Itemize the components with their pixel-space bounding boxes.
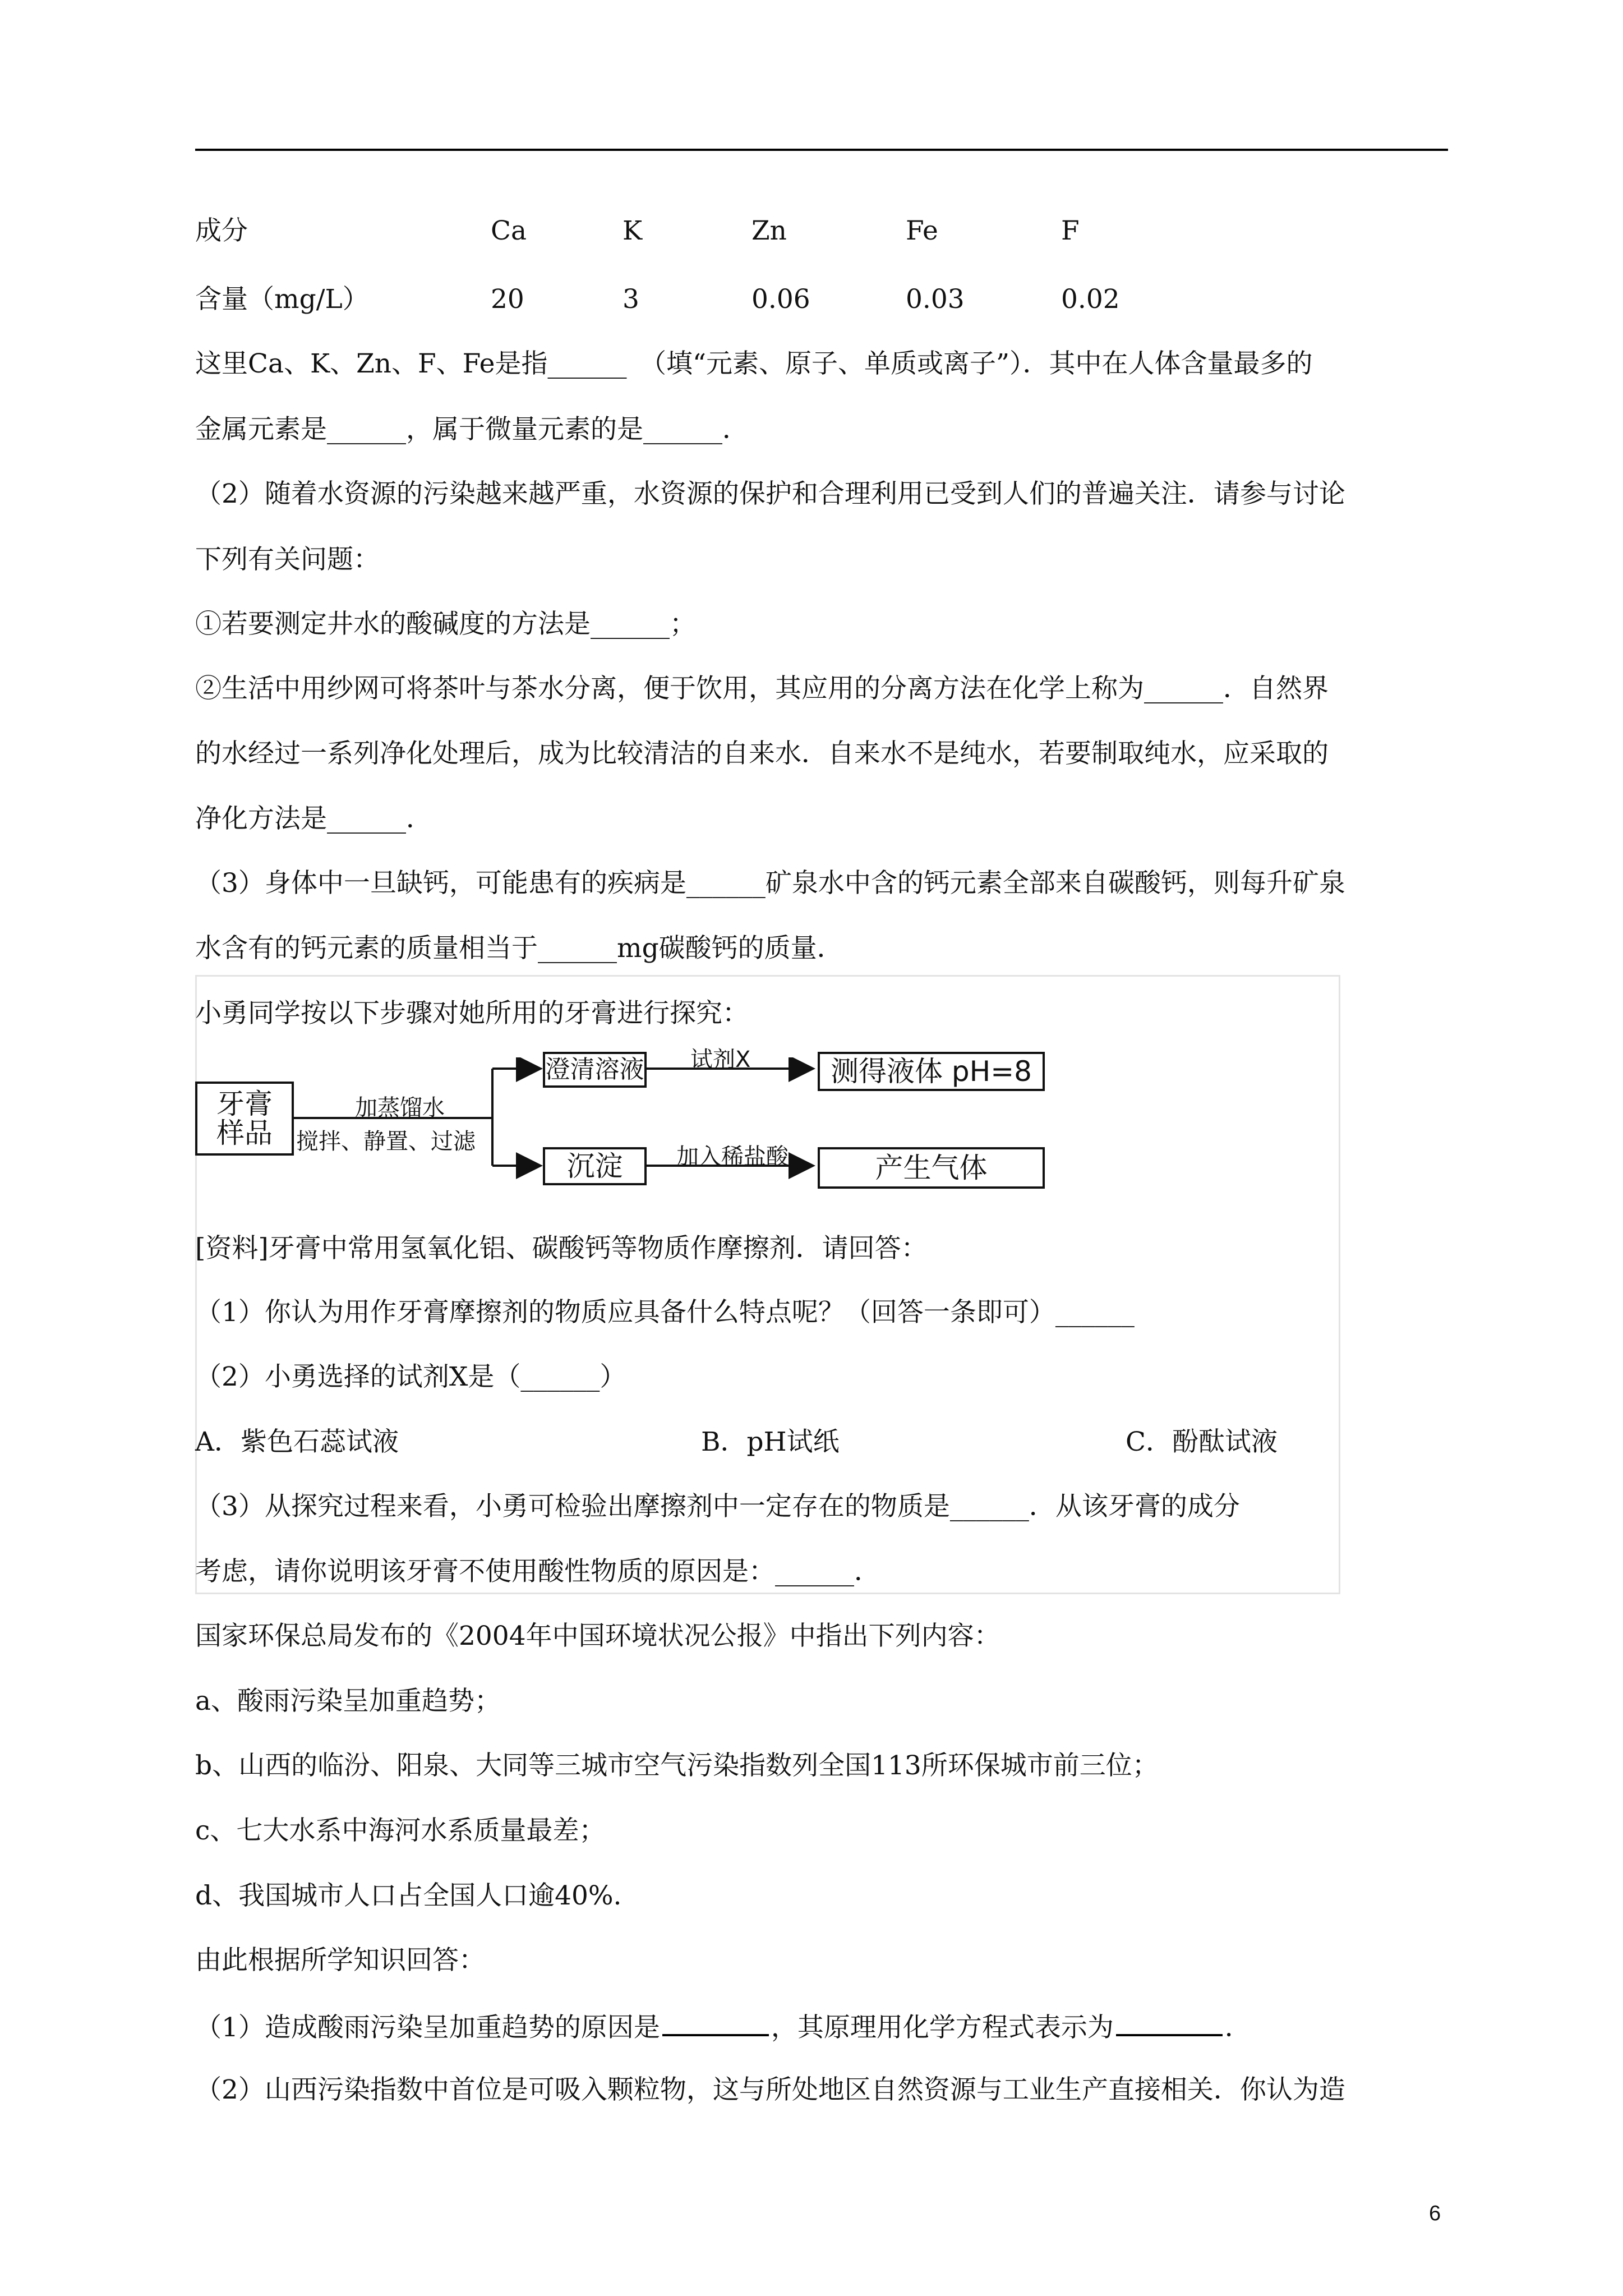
- report-item-c: c、七大水系中海河水系质量最差；: [195, 1815, 606, 1846]
- flow-box-clear-solution: 澄清溶液: [543, 1052, 647, 1088]
- table-cell-fe: 0.03: [906, 284, 965, 315]
- toothpaste-q2: （2）小勇选择的试剂X是（______）: [195, 1361, 626, 1392]
- toothpaste-q1: （1）你认为用作牙膏摩擦剂的物质应具备什么特点呢？（回答一条即可）______: [195, 1297, 1135, 1328]
- q2-line4: ②生活中用纱网可将茶叶与茶水分离，便于饮用，其应用的分离方法在化学上称为______．自然界: [195, 673, 1329, 704]
- toothpaste-info: [资料]牙膏中常用氢氧化铝、碳酸钙等物质作摩擦剂．请回答：: [195, 1233, 928, 1264]
- q2-line6: 净化方法是______．: [195, 803, 432, 834]
- option-a: A．紫色石蕊试液: [195, 1427, 399, 1457]
- report-q2: （2）山西污染指数中首位是可吸入颗粒物，这与所处地区自然资源与工业生产直接相关．你认为造: [195, 2074, 1345, 2105]
- report-intro: 国家环保总局发布的《2004年中国环境状况公报》中指出下列内容：: [195, 1621, 1000, 1651]
- answer-blank-2[interactable]: [1116, 2012, 1223, 2036]
- flow-label-add-water: 加蒸馏水: [355, 1095, 445, 1121]
- flow-box-ph: 测得液体 pH=8: [818, 1052, 1045, 1091]
- table-header-k: K: [623, 215, 643, 246]
- table-cell-ca: 20: [491, 284, 524, 315]
- report-prompt: 由此根据所学知识回答：: [195, 1945, 485, 1976]
- report-item-b: b、山西的临汾、阳泉、大同等三城市空气污染指数列全国113所环保城市前三位；: [195, 1750, 1159, 1781]
- report-q1-part1: （1）造成酸雨污染呈加重趋势的原因是: [195, 2012, 660, 2043]
- q1-line2: 金属元素是______，属于微量元素的是______．: [195, 414, 749, 445]
- report-q1-part3: ．: [1224, 2012, 1251, 2043]
- table-cell-k: 3: [623, 284, 639, 315]
- table-header-f: F: [1061, 215, 1080, 246]
- answer-blank-1[interactable]: [662, 2012, 769, 2036]
- q2-line5: 的水经过一系列净化处理后，成为比较清洁的自来水．自来水不是纯水，若要制取纯水，应采取的: [195, 738, 1329, 769]
- table-header-label: 成分: [195, 215, 248, 246]
- q3-line2: 水含有的钙元素的质量相当于______mg碳酸钙的质量．: [195, 933, 843, 964]
- q2-line3: ①若要测定井水的酸碱度的方法是______；: [195, 609, 696, 639]
- flow-label-add-acid: 加入稀盐酸: [676, 1144, 789, 1170]
- flow-box-precipitate: 沉淀: [543, 1147, 647, 1185]
- table-header-fe: Fe: [906, 215, 938, 246]
- report-q1: [195, 2012, 1251, 2041]
- q2-line2: 下列有关问题：: [195, 544, 380, 575]
- table-cell-zn: 0.06: [751, 284, 810, 315]
- table-row-label: 含量（mg/L）: [195, 284, 369, 315]
- page-number: 6: [1429, 2202, 1441, 2225]
- report-item-a: a、酸雨污染呈加重趋势；: [195, 1686, 501, 1717]
- flow-box-sample: 牙膏 样品: [195, 1082, 294, 1156]
- header-rule: [195, 149, 1448, 151]
- q2-line1: （2）随着水资源的污染越来越严重，水资源的保护和合理利用已受到人们的普遍关注．请参与讨论: [195, 478, 1345, 509]
- toothpaste-q3-line1: （3）从探究过程来看，小勇可检验出摩擦剂中一定存在的物质是______．从该牙膏的成分: [195, 1491, 1240, 1522]
- experiment-flowchart: [195, 1047, 1048, 1203]
- table-cell-f: 0.02: [1061, 284, 1120, 315]
- option-b: B．pH试纸: [701, 1427, 840, 1457]
- table-header-zn: Zn: [751, 215, 787, 246]
- flow-label-filter: 搅拌、静置、过滤: [296, 1129, 476, 1154]
- report-q1-part2: ，其原理用化学方程式表示为: [771, 2012, 1114, 2043]
- report-item-d: d、我国城市人口占全国人口逾40%.: [195, 1880, 622, 1911]
- flow-label-reagent-x: 试剂X: [690, 1047, 751, 1073]
- table-header-ca: Ca: [491, 215, 527, 246]
- option-c: C．酚酞试液: [1126, 1427, 1278, 1457]
- toothpaste-q3-line2: 考虑，请你说明该牙膏不使用酸性物质的原因是：______．: [195, 1556, 880, 1587]
- flow-box-gas: 产生气体: [818, 1147, 1045, 1189]
- toothpaste-intro: 小勇同学按以下步骤对她所用的牙膏进行探究：: [195, 998, 749, 1029]
- q3-line1: （3）身体中一旦缺钙，可能患有的疾病是______矿泉水中含的钙元素全部来自碳酸钙，则每升矿泉: [195, 868, 1345, 899]
- q1-line1: 这里Ca、K、Zn、F、Fe是指______ （填“元素、原子、单质或离子”）．其中在人体含量最多的: [195, 348, 1313, 379]
